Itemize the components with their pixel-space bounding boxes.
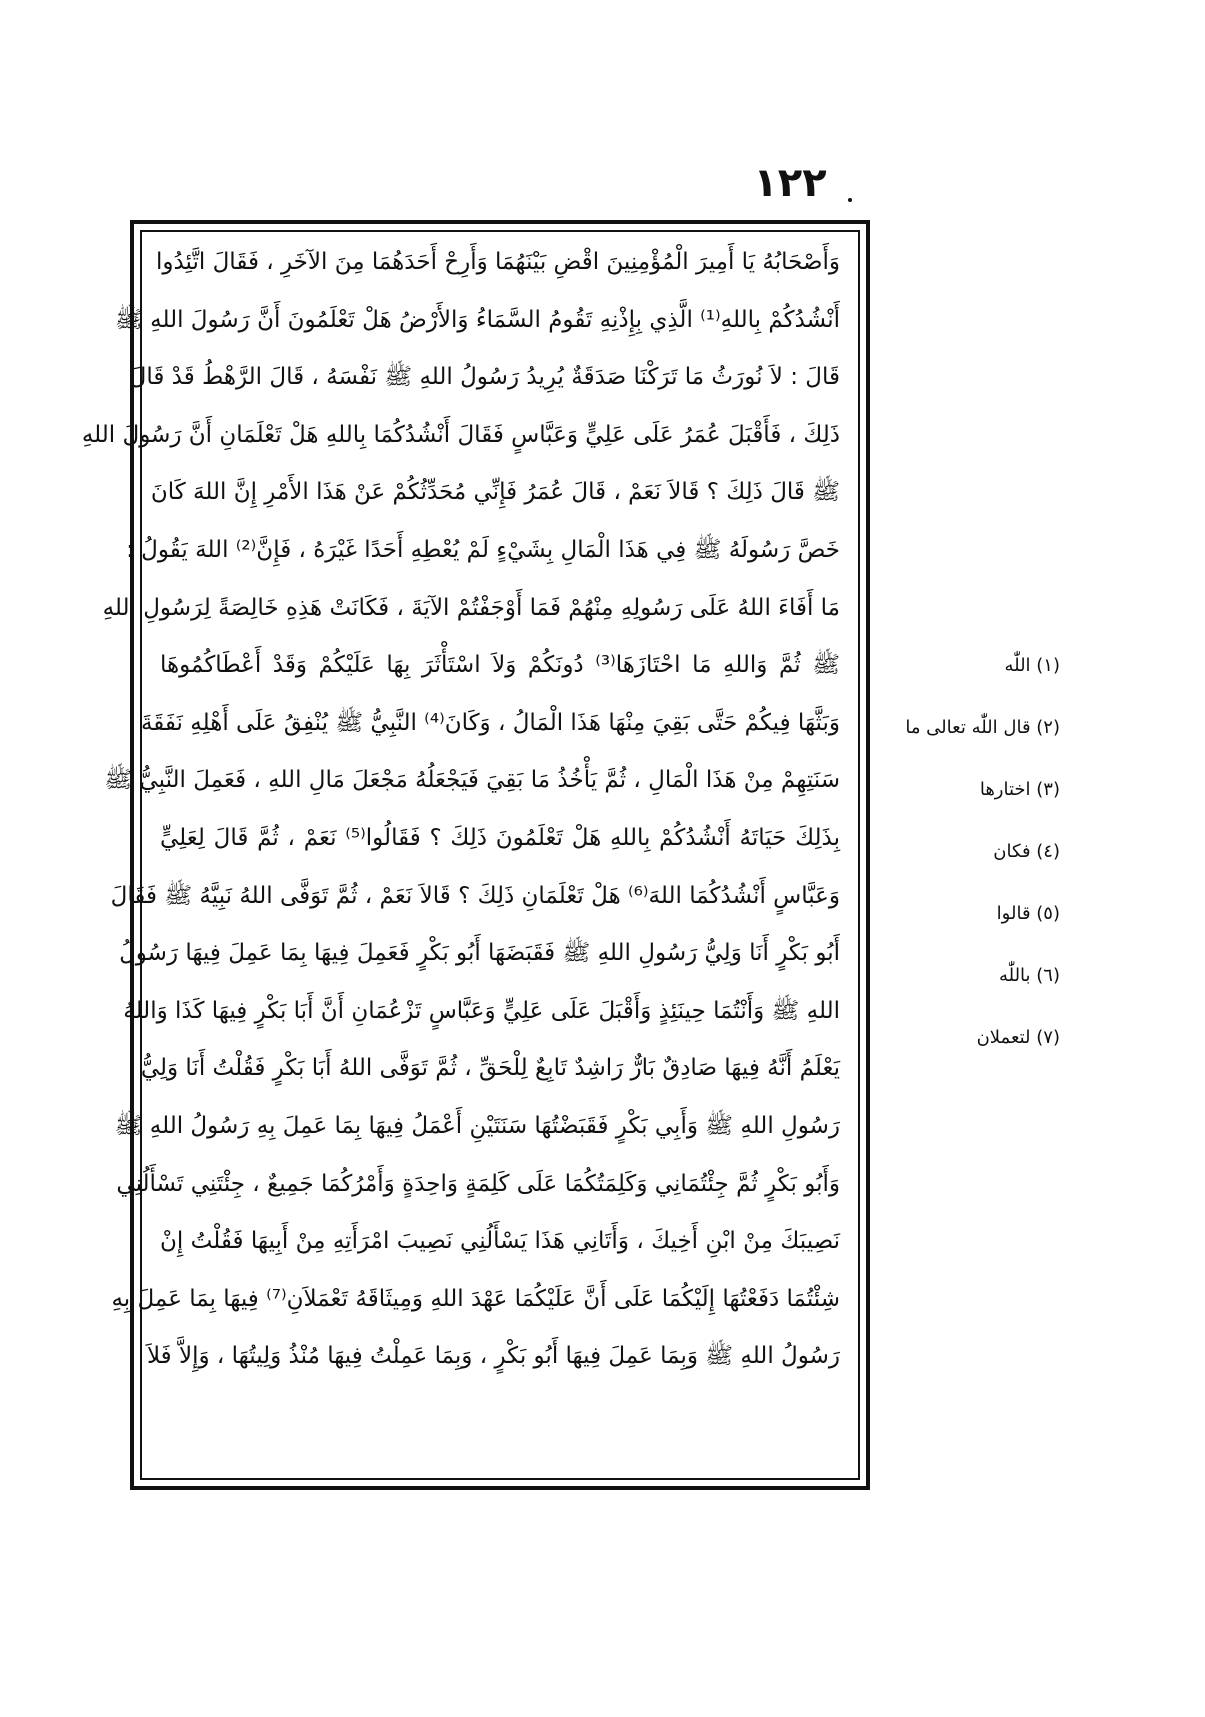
text-line: وَبَثَّهَا فِيكُمْ حَتَّى بَقِيَ مِنْهَا هَذَا الْمَالُ ، وَكَانَ⁽⁴⁾ النَّبِيُّ ﷺ يُنْفِقُ عَلَى أَهْلِهِ نَفَقَةَ	[140, 709, 840, 736]
text-line: أَنْشُدُكُمْ بِاللهِ⁽¹⁾ الَّذِي بِإِذْنِهِ تَقُومُ السَّمَاءُ وَالأَرْضُ هَلْ تَعْلَمُونَ أَنَّ رَسُولَ اللهِ ﷺ	[115, 306, 840, 333]
page-number-dot	[848, 198, 852, 202]
footnote-5: (٥) قالوا	[996, 903, 1060, 924]
main-text-block	[81, 234, 840, 1476]
footnote-2: (٢) قال اللّٰه تعالى ما	[905, 717, 1060, 738]
text-line: اللهِ ﷺ وَأَنْتُمَا حِينَئِذٍ وَأَقْبَلَ عَلَى عَلِيٍّ وَعَبَّاسٍ تَزْعُمَانِ أَنَّ أَبَا بَكْرٍ فِيهَا كَذَا وَاللهُ	[123, 997, 840, 1024]
footnote-7: (٧) لتعملان	[976, 1027, 1060, 1048]
text-line: وَأَبُو بَكْرٍ ثُمَّ جِئْتُمَانِي وَكَلِمَتُكُمَا عَلَى كَلِمَةٍ وَاحِدَةٍ وَأَمْرُكُمَا جَمِيعٌ ، جِئْتَنِي تَسْأَلُنِي	[116, 1170, 840, 1197]
text-line: وَأَصْحَابُهُ يَا أَمِيرَ الْمُؤْمِنِينَ اقْضِ بَيْنَهُمَا وَأَرِحْ أَحَدَهُمَا مِنَ الآخَرِ ، فَقَالَ اتَّئِدُوا	[155, 249, 840, 275]
footnote-1: (١) اللّٰه	[1004, 655, 1060, 676]
text-line: رَسُولُ اللهِ ﷺ وَبِمَا عَمِلَ فِيهَا أَبُو بَكْرٍ ، وَبِمَا عَمِلْتُ فِيهَا مُنْذُ وَلِيتُهَا ، وَإِلاَّ فَلاَ	[146, 1343, 840, 1370]
text-line: نَصِيبَكَ مِنْ ابْنِ أَخِيكَ ، وَأَتَانِي هَذَا يَسْأَلُنِي نَصِيبَ امْرَأَتِهِ مِنْ أَبِيهَا فَقُلْتُ إِنْ	[160, 1228, 840, 1255]
text-line: ذَلِكَ ، فَأَقْبَلَ عُمَرُ عَلَى عَلِيٍّ وَعَبَّاسٍ فَقَالَ أَنْشُدُكُمَا بِاللهِ هَلْ تَعْلَمَانِ أَنَّ رَسُولَ اللهِ	[81, 421, 840, 448]
footnote-4: (٤) فكان	[993, 841, 1060, 862]
footnote-3: (٣) اختارها	[979, 779, 1060, 800]
text-frame	[81, 220, 870, 1490]
text-line: ﷺ قَالَ ذَلِكَ ؟ قَالاَ نَعَمْ ، قَالَ عُمَرُ فَإِنِّي مُحَدِّثُكُمْ عَنْ هَذَا الأَمْرِ إِنَّ اللهَ كَانَ	[150, 479, 840, 506]
text-line: شِئْتُمَا دَفَعْتُهَا إِلَيْكُمَا عَلَى أَنَّ عَلَيْكُمَا عَهْدَ اللهِ وَمِيثَاقَهُ تَعْمَلاَنِ⁽⁷⁾ فِيهَا بِمَا عَمِلَ بِهِ	[111, 1285, 840, 1312]
text-line: قَالَ : لاَ نُورَثُ مَا تَرَكْنَا صَدَقَةٌ يُرِيدُ رَسُولُ اللهِ ﷺ نَفْسَهُ ، قَالَ الرَّهْطُ قَدْ قَالَ	[129, 364, 840, 391]
text-line: ﷺ ثُمَّ وَاللهِ مَا احْتَازَهَا⁽³⁾ دُونَكُمْ وَلاَ اسْتَأْثَرَ بِهَا عَلَيْكُمْ وَقَدْ أَعْطَاكُمُوهَا	[160, 652, 840, 679]
text-line: رَسُولِ اللهِ ﷺ وَأَبِي بَكْرٍ فَقَبَضْتُهَا سَنَتَيْنِ أَعْمَلُ فِيهَا بِمَا عَمِلَ بِهِ رَسُولُ اللهِ ﷺ	[114, 1112, 840, 1139]
margin-footnotes	[880, 635, 1060, 1069]
text-line: سَنَتِهِمْ مِنْ هَذَا الْمَالِ ، ثُمَّ يَأْخُذُ مَا بَقِيَ فَيَجْعَلُهُ مَجْعَلَ مَالِ اللهِ ، فَعَمِلَ النَّبِيُّ ﷺ	[104, 767, 840, 794]
page-number: ١٢٢	[753, 160, 827, 206]
text-line	[160, 1386, 840, 1444]
text-line: يَعْلَمُ أَنَّهُ فِيهَا صَادِقٌ بَارٌّ رَاشِدٌ تَابِعٌ لِلْحَقِّ ، ثُمَّ تَوَفَّى اللهُ أَبَا بَكْرٍ فَقُلْتُ أَنَا وَلِيُّ	[140, 1055, 840, 1082]
text-line: خَصَّ رَسُولَهُ ﷺ فِي هَذَا الْمَالِ بِشَيْءٍ لَمْ يُعْطِهِ أَحَدًا غَيْرَهُ ، فَإِنَّ⁽²⁾ اللهَ يَقُولُ :	[126, 536, 840, 563]
text-line: أَبُو بَكْرٍ أَنَا وَلِيُّ رَسُولِ اللهِ ﷺ فَقَبَضَهَا أَبُو بَكْرٍ فَعَمِلَ فِيهَا بِمَا عَمِلَ فِيهَا رَسُولُ	[119, 940, 840, 967]
text-line: وَعَبَّاسٍ أَنْشُدُكُمَا اللهَ⁽⁶⁾ هَلْ تَعْلَمَانِ ذَلِكَ ؟ قَالاَ نَعَمْ ، ثُمَّ تَوَفَّى اللهُ نَبِيَّهُ ﷺ فَقَالَ	[110, 882, 840, 909]
text-line: بِذَلِكَ حَيَاتَهُ أَنْشُدُكُمْ بِاللهِ هَلْ تَعْلَمُونَ ذَلِكَ ؟ فَقَالُوا⁽⁵⁾ نَعَمْ ، ثُمَّ قَالَ لِعَلِيٍّ	[160, 824, 840, 851]
text-line: مَا أَفَاءَ اللهُ عَلَى رَسُولِهِ مِنْهُمْ فَمَا أَوْجَفْتُمْ الآيَةَ ، فَكَانَتْ هَذِهِ خَالِصَةً لِرَسُولِ اللهِ	[102, 594, 840, 621]
footnote-6: (٦) باللّٰه	[998, 965, 1060, 986]
